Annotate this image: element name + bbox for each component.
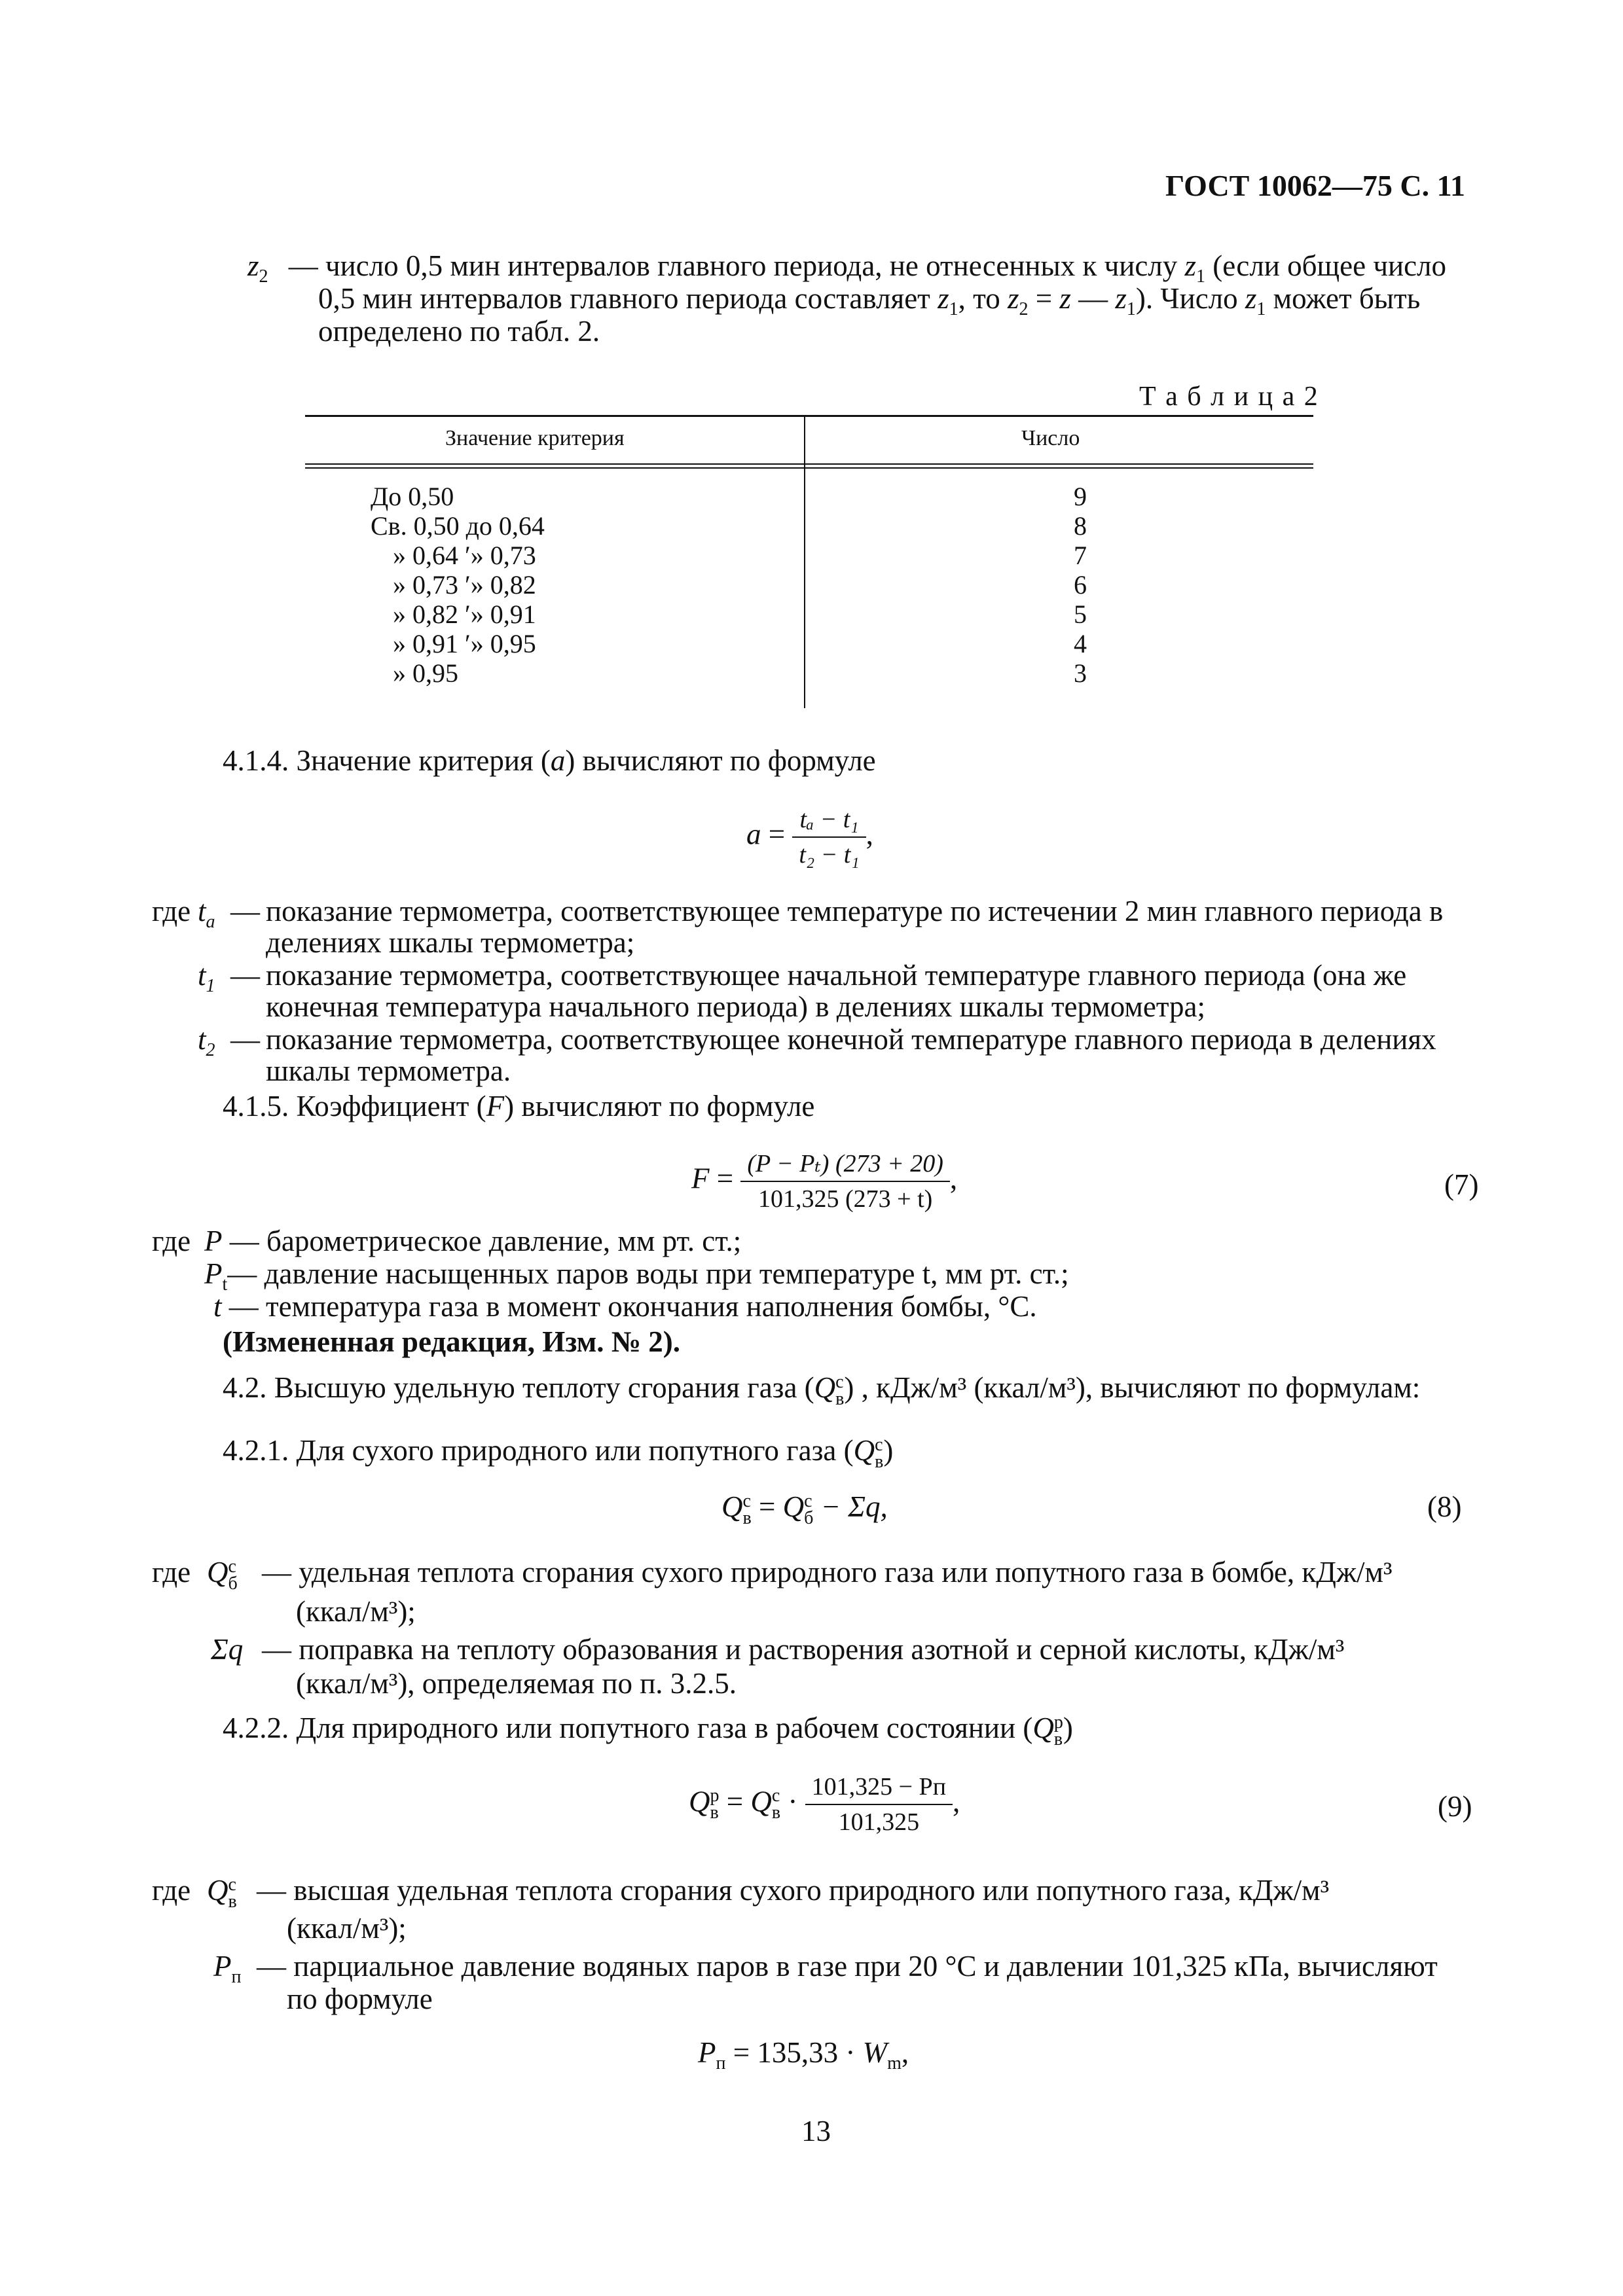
where-label-4: где [152, 1874, 191, 1907]
def-t: t — температура газа в момент окончания наполнения бомбы, °С. [213, 1290, 1037, 1323]
table-row-criterion: » 0,73 ʹ» 0,82 [393, 570, 536, 600]
table-row-number: 9 [1074, 482, 1087, 511]
table-row-number: 6 [1074, 570, 1087, 600]
def-qb-line2: (ккал/м³); [296, 1595, 416, 1628]
table-row-number: 4 [1074, 629, 1087, 658]
page-number: 13 [801, 2115, 831, 2147]
def-t1-line1: показание термометра, соответствующее начальной температуре главного периода (она же [266, 959, 1407, 992]
def-ta-line1: показание термометра, соответствующее температуре по истечении 2 мин главного периода в [266, 895, 1444, 927]
table-row-criterion: До 0,50 [371, 482, 454, 511]
formula-a: a = $\frac{\text{tₐ − t₁}}{\text{t₂ − t₁}}$ , [746, 806, 873, 869]
page-header: ГОСТ 10062—75 С. 11 [1165, 169, 1466, 202]
def-symbol-t1: $t_1$ [198, 959, 215, 996]
z2-definition-line2: 0,5 мин интервалов главного периода составляет $z_1$, то $z_2 = z$ — $z_1$). Число $z_1$ может быть [318, 282, 1421, 319]
table-number-column [1067, 482, 1093, 688]
def-symbol-ta: $t_a$ [198, 895, 215, 932]
def-qb-line1: — удельная теплота сгорания сухого природного газа или попутного газа в бомбе, кДж/м³ [262, 1556, 1393, 1588]
table-header-number: Число [1021, 426, 1080, 450]
section-4-2-2: 4.2.2. Для природного или попутного газа в рабочем состоянии (Q р в ) [223, 1712, 1073, 1749]
where-label-1: где [152, 895, 191, 927]
table-row-criterion: » 0,64 ʹ» 0,73 [393, 541, 536, 570]
table-row-number: 7 [1074, 541, 1087, 570]
def-dash: — [230, 895, 260, 927]
def-t2-line2: шкалы термометра. [266, 1054, 511, 1087]
def-qb-symbol: Q с б [207, 1556, 238, 1594]
def-qv-symbol: Q с в [207, 1874, 237, 1912]
table-row-number: 5 [1074, 600, 1087, 629]
def-t2-line1: показание термометра, соответствующее конечной температуре главного периода в делениях [266, 1023, 1436, 1056]
table-header-rule-1 [305, 463, 1313, 465]
table-caption: Т а б л и ц а 2 [1139, 382, 1319, 412]
def-dash: — [230, 1023, 260, 1056]
table-criteria-column [371, 482, 790, 688]
def-pp-line1: — парциальное давление водяных паров в газе при 20 °С и давлении 101,325 кПа, вычисляют [257, 1950, 1438, 1982]
table-row-number: 3 [1074, 658, 1087, 688]
formula-number-8: (8) [1427, 1490, 1462, 1523]
where-label-2: где [152, 1225, 191, 1257]
table-row-criterion: » 0,82 ʹ» 0,91 [393, 600, 536, 629]
formula-f: F = $\frac{\text{(P − Pₜ) (273 + 20)}}{101,325 (273 + t)}$ , [691, 1150, 958, 1213]
def-symbol-t2: $t_2$ [198, 1023, 215, 1060]
def-t1-line2: конечная температура начального периода) в делениях шкалы термометра; [266, 990, 1206, 1023]
def-sigma-q-line1: — поправка на теплоту образования и растворения азотной и серной кислоты, кДж/м³ [262, 1633, 1345, 1666]
formula-pp: $P_п = 135,33 \cdot W_m$, [698, 2036, 909, 2073]
section-4-1-4: 4.1.4. Значение критерия (a) вычисляют по формуле [223, 744, 876, 777]
def-p: P — барометрическое давление, мм рт. ст.; [204, 1225, 742, 1257]
table-top-rule [305, 415, 1313, 417]
table-header-criterion: Значение критерия [445, 426, 625, 450]
table-row-criterion: Св. 0,50 до 0,64 [371, 511, 545, 541]
formula-number-7: (7) [1444, 1168, 1479, 1201]
def-sigma-q-line2: (ккал/м³), определяемая по п. 3.2.5. [296, 1667, 737, 1700]
def-qv-line1: — высшая удельная теплота сгорания сухого природного или попутного газа, кДж/м³ [257, 1874, 1330, 1907]
def-sigma-q-symbol: Σq [211, 1633, 244, 1666]
def-qv-line2: (ккал/м³); [287, 1912, 407, 1945]
def-pp-line2: по формуле [287, 1982, 433, 2015]
formula-number-9: (9) [1438, 1790, 1472, 1823]
table-row-number: 8 [1074, 511, 1087, 541]
z2-definition: $z_2$ — число 0,5 мин интервалов главного периода, не отнесенных к числу $z_1$ (если общее число [247, 249, 1447, 287]
def-ta-line2: делениях шкалы термометра; [266, 926, 635, 959]
table-row-criterion: » 0,91 ʹ» 0,95 [393, 629, 536, 658]
formula-8: Q с в = Q с б − Σq, [721, 1490, 888, 1528]
formula-9: Q р в = Q с в · $\frac{101,325 - Pп}{101,325}$ , [689, 1773, 960, 1836]
table-column-divider [804, 415, 805, 708]
section-4-1-5: 4.1.5. Коэффициент (F) вычисляют по формуле [223, 1090, 815, 1122]
def-pp-symbol: $P_п$ [213, 1950, 242, 1987]
table-row-criterion: » 0,95 [393, 658, 458, 688]
z2-definition-line3: определено по табл. 2. [318, 315, 600, 348]
def-dash: — [230, 959, 260, 992]
def-pt: $P_t—$ давление насыщенных паров воды при температуре t, мм рт. ст.; [204, 1257, 1069, 1295]
amendment-note: (Измененная редакция, Изм. № 2). [223, 1325, 681, 1358]
where-label-3: где [152, 1556, 191, 1588]
table-header-rule-2 [305, 467, 1313, 469]
section-4-2-1: 4.2.1. Для сухого природного или попутного газа (Q с в ) [223, 1434, 894, 1472]
section-4-2: 4.2. Высшую удельную теплоту сгорания газа (Q с в ) , кДж/м³ (ккал/м³), вычисляют по формулам: [223, 1371, 1421, 1409]
